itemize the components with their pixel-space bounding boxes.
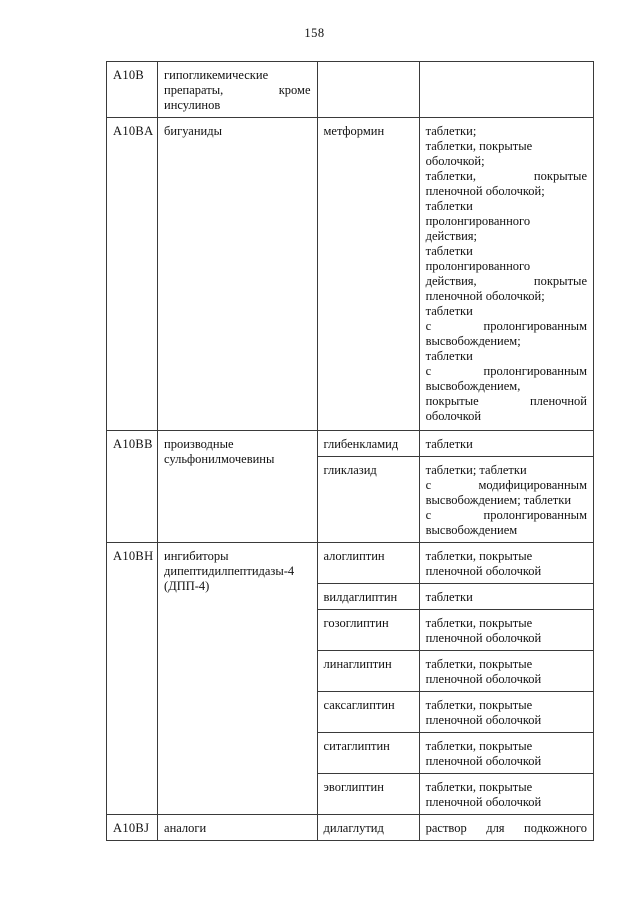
dosage-forms [419,431,593,457]
table-row [107,815,594,841]
dosage-forms [419,733,593,774]
table-row [107,431,594,457]
form-line: пленочной оболочкой [425,672,542,686]
drug-group: аналоги [158,815,317,841]
form-line: пленочной оболочкой [425,631,542,645]
form-line: пролонгированного [425,214,531,228]
drug-name: алоглиптин [317,543,419,584]
group-word: кроме [278,83,311,97]
form-line: таблетки [425,304,473,318]
form-line: покрытые пленочной [425,394,587,408]
form-line: таблетки [425,244,473,258]
form-line: с пролонгированным [425,364,587,378]
group-line: гипогликемические [164,68,269,82]
drug-name: дилаглутид [317,815,419,841]
form-line: таблетки [425,199,473,213]
dosage-forms [419,815,593,841]
form-line: действия; [425,229,478,243]
dosage-forms [419,651,593,692]
form-line: таблетки [425,349,473,363]
form-line: оболочкой [425,409,482,423]
group-line: дипептидилпептидазы-4 [164,564,295,578]
form-line: действия, покрытые [425,274,587,288]
form-line: таблетки, покрытые [425,698,533,712]
form-line: таблетки [425,437,473,451]
form-line: пленочной оболочкой [425,564,542,578]
drug-name: линаглиптин [317,651,419,692]
drug-name: эвоглиптин [317,774,419,815]
atc-code: A10BH [107,543,158,815]
form-line: оболочкой; [425,154,485,168]
group-line: ингибиторы [164,549,229,563]
form-line: таблетки; таблетки [425,463,527,477]
form-line: высвобождением [425,523,518,537]
group-line: (ДПП-4) [164,579,210,593]
form-line: пролонгированного [425,259,531,273]
drug-name: метформин [317,118,419,431]
form-line: пленочной оболочкой; [425,184,545,198]
form-line: таблетки, покрытые [425,739,533,753]
form-line: раствор для подкожного [425,821,587,835]
form-line: таблетки, покрытые [425,780,533,794]
form-line: таблетки, покрытые [425,549,533,563]
form-line: таблетки; [425,124,477,138]
drug-group [158,431,317,543]
form-line: пленочной оболочкой [425,754,542,768]
table-row [107,118,594,431]
atc-code: A10BA [107,118,158,431]
group-line: производные [164,437,234,451]
page-number: 158 [304,26,325,40]
dosage-forms [419,457,593,543]
drug-name: гозоглиптин [317,610,419,651]
table-row [107,543,594,584]
form-line: пленочной оболочкой; [425,289,545,303]
dosage-forms [419,118,593,431]
drug-name: ситаглиптин [317,733,419,774]
group-line: сульфонилмочевины [164,452,275,466]
form-line: с пролонгированным [425,319,587,333]
form-line: таблетки, покрытые [425,169,587,183]
group-line: инсулинов [164,98,221,112]
group-line [164,83,310,98]
dosage-forms [419,62,593,118]
drug-group [158,543,317,815]
drug-name: саксаглиптин [317,692,419,733]
atc-code: A10B [107,62,158,118]
dosage-forms [419,692,593,733]
drug-name: глибенкламид [317,431,419,457]
form-line: с модифицированным [425,478,587,492]
dosage-forms [419,543,593,584]
form-line: высвобождением, [425,379,521,393]
drug-table [106,61,594,841]
form-line: таблетки, покрытые [425,616,533,630]
group-word: препараты, [164,83,224,97]
drug-name [317,62,419,118]
dosage-forms [419,610,593,651]
form-line: высвобождением; [425,334,521,348]
drug-group: бигуаниды [158,118,317,431]
atc-code: A10BB [107,431,158,543]
form-line: пленочной оболочкой [425,795,542,809]
atc-code: A10BJ [107,815,158,841]
table-row [107,62,594,118]
dosage-forms [419,774,593,815]
drug-group [158,62,317,118]
form-line: таблетки, покрытые [425,657,533,671]
form-line: пленочной оболочкой [425,713,542,727]
form-line: таблетки [425,590,473,604]
dosage-forms [419,584,593,610]
drug-name: гликлазид [317,457,419,543]
form-line: таблетки, покрытые [425,139,533,153]
form-line: высвобождением; таблетки [425,493,572,507]
form-line: с пролонгированным [425,508,587,522]
drug-name: вилдаглиптин [317,584,419,610]
